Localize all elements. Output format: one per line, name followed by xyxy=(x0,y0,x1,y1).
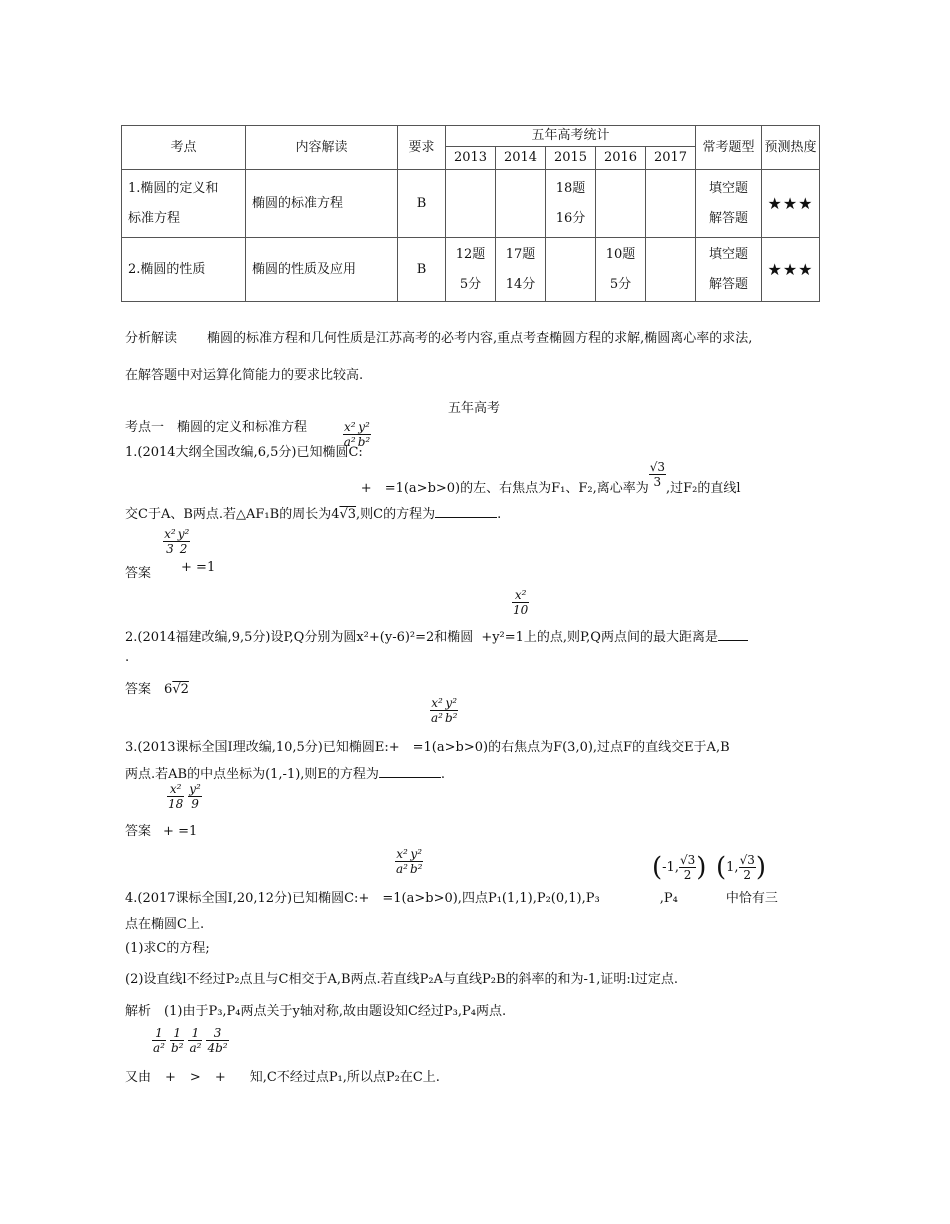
header-requirement: 要求 xyxy=(398,126,446,170)
content-cell: 椭圆的性质及应用 xyxy=(246,238,398,302)
header-year: 2014 xyxy=(496,147,546,170)
year-cell xyxy=(646,170,696,238)
question-1: 1.(2014大纲全国改编,6,5分)已知椭圆C: $\frac{\text{x²}}{\text{a²}}$ $\frac{\text{y²}}{\text{b²}}$ xyxy=(125,420,371,460)
type-cell: 填空题 解答题 xyxy=(696,170,762,238)
table-row xyxy=(122,238,820,302)
question-2: 2.(2014福建改编,9,5分)设P,Q分别为圆x²+(y-6)²=2和椭圆 +y²=1上的点,则P,Q两点间的最大距离是 xyxy=(125,626,748,645)
point-p3: (-1, $\frac{√3}{2}$ ) xyxy=(652,852,707,883)
question-2-fraction: $\frac{\text{x²}}{10}$ xyxy=(513,588,529,617)
question-1-line2: 交C于A、B两点.若△AF₁B的周长为4√3,则C的方程为 . xyxy=(125,507,502,522)
year-cell xyxy=(596,170,646,238)
year-cell xyxy=(546,238,596,302)
answer-blank xyxy=(435,506,497,518)
header-five-year: 五年高考统计 xyxy=(446,126,696,147)
answer-1-eq: + =1 xyxy=(181,560,216,575)
answer-2: 答案 6√2 xyxy=(125,682,189,697)
heat-rating: ★★★ xyxy=(762,238,820,302)
header-year: 2013 xyxy=(446,147,496,170)
question-1-line1: + =1(a>b>0)的左、右焦点为F₁、F₂,离心率为 $\frac{√3}{3}$ ,过F₂的直线l xyxy=(360,460,741,496)
topic-cell: 2.椭圆的性质 xyxy=(122,238,246,302)
header-question-type: 常考题型 xyxy=(696,126,762,170)
year-cell xyxy=(496,170,546,238)
stats-table xyxy=(121,125,820,302)
question-4-sub1: (1)求C的方程; xyxy=(125,941,210,956)
solution-line2: 又由 + > + 知,C不经过点P₁,所以点P₂在C上. xyxy=(125,1070,440,1085)
question-3-line2: 两点.若AB的中点坐标为(1,-1),则E的方程为 . xyxy=(125,767,446,782)
solution-line1: 解析 (1)由于P₃,P₄两点关于y轴对称,故由题设知C经过P₃,P₄两点. xyxy=(125,1004,507,1019)
requirement-cell: B xyxy=(398,170,446,238)
analysis-line2: 在解答题中对运算化简能力的要求比较高. xyxy=(125,368,364,383)
heat-rating: ★★★ xyxy=(762,170,820,238)
header-year: 2016 xyxy=(596,147,646,170)
answer-3: 答案 + =1 xyxy=(125,824,198,839)
question-3: 3.(2013课标全国Ⅰ理改编,10,5分)已知椭圆E:+ =1(a>b>0)的右焦点为F(3,0),过点F的直线交E于A,B xyxy=(125,740,730,755)
answer-1: 答案 $\frac{\text{x²}}{3}$ $\frac{\text{y²}}{2}$ xyxy=(125,527,190,581)
question-4-line2: 点在椭圆C上. xyxy=(125,917,205,932)
header-content: 内容解读 xyxy=(246,126,398,170)
analysis-line1: 分析解读 椭圆的标准方程和几何性质是江苏高考的必考内容,重点考查椭圆方程的求解,椭圆离心率的求法, xyxy=(125,331,753,346)
topic-cell: 1.椭圆的定义和 标准方程 xyxy=(122,170,246,238)
type-cell: 填空题 解答题 xyxy=(696,238,762,302)
analysis-label: 分析解读 xyxy=(125,331,178,346)
header-heat: 预测热度 xyxy=(762,126,820,170)
header-year: 2015 xyxy=(546,147,596,170)
header-topic: 考点 xyxy=(122,126,246,170)
content-cell: 椭圆的标准方程 xyxy=(246,170,398,238)
question-3-fractions: $\frac{\text{x²}}{\text{a²}}$ $\frac{\text{y²}}{\text{b²}}$ xyxy=(431,696,458,725)
year-cell xyxy=(446,170,496,238)
point-p4: (1, $\frac{√3}{2}$ ) xyxy=(716,852,766,883)
question-2-end: . xyxy=(125,650,130,665)
solution-fractions: $\frac{1}{\text{a²}}$ $\frac{1}{\text{b²}}$ $\frac{1}{\text{a²}}$ $\frac{3}{\text{4b²}}$ xyxy=(153,1026,228,1055)
year-cell: 12题 5分 xyxy=(446,238,496,302)
answer-blank xyxy=(379,766,441,778)
question-4-sub2: (2)设直线l不经过P₂点且与C相交于A,B两点.若直线P₂A与直线P₂B的斜率的和为-1,证明:l过定点. xyxy=(125,972,679,987)
requirement-cell: B xyxy=(398,238,446,302)
header-year: 2017 xyxy=(646,147,696,170)
kaodian-heading: 考点一 椭圆的定义和标准方程 xyxy=(125,420,308,435)
section-title: 五年高考 xyxy=(448,401,501,416)
year-cell: 10题 5分 xyxy=(596,238,646,302)
answer-3-fractions: $\frac{\text{x²}}{18}$ $\frac{\text{y²}}{9}$ xyxy=(168,782,201,811)
year-cell xyxy=(646,238,696,302)
year-cell: 18题 16分 xyxy=(546,170,596,238)
question-4-fractions: $\frac{\text{x²}}{\text{a²}}$ $\frac{\text{y²}}{\text{b²}}$ xyxy=(396,847,423,876)
table-row xyxy=(122,170,820,238)
year-cell: 17题 14分 xyxy=(496,238,546,302)
answer-blank xyxy=(718,629,748,641)
question-4: 4.(2017课标全国Ⅰ,20,12分)已知椭圆C:+ =1(a>b>0),四点P₁(1,1),P₂(0,1),P₃ ,P₄ 中恰有三 xyxy=(125,891,778,906)
